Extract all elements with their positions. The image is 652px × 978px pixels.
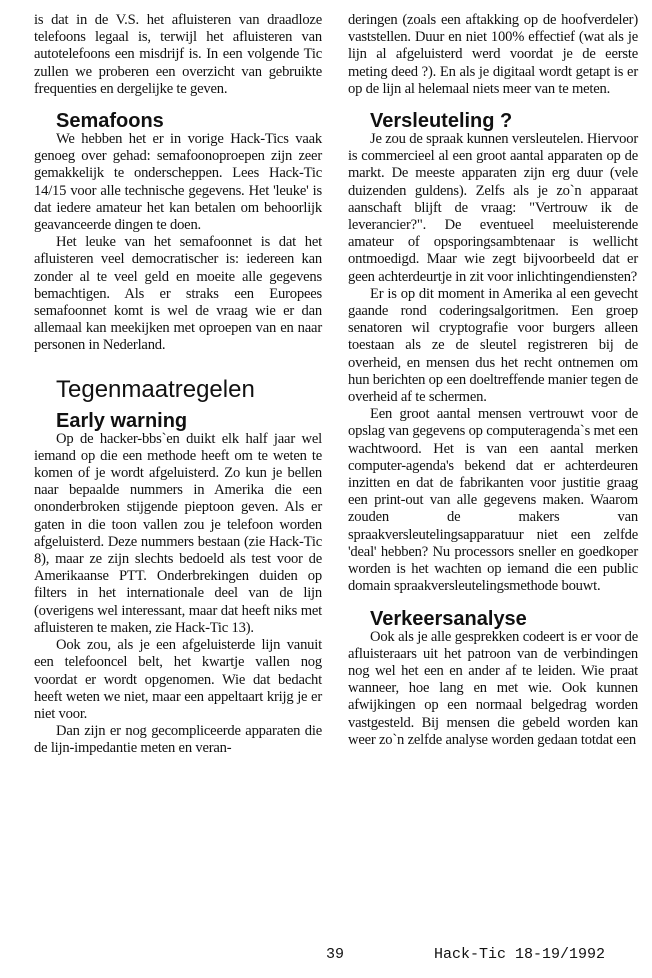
semafoons-paragraph-2: Het leuke van het semafoonnet is dat het afluisteren veel democratischer is: iedereen kan zonder al te veel geld en moeite alle gegevens bemachtigen. Als er straks een Europees semafoonnet komt is wel de vraag wie er dan allemaal kan meekijken met oproepen van en naar personen in Nederland. [34,234,322,354]
versleuteling-paragraph-3: Een groot aantal mensen vertrouwt voor de opslag van gegevens op computeragenda`s met een wachtwoord. Het is van een aantal merken computer-agenda's bekend dat er achterdeuren inzitten en dat de fabrikanten voor justitie graag een print-out van alle gegevens maken. Waarom zouden de makers van spraakversleutelingsapparatuur niet een zelfde 'deal' hebben? Nu processors sneller en goedkoper worden is het wachten op iemand die een public domain spraakversleutelingsmethode bouwt. [348,406,638,595]
continued-paragraph: deringen (zoals een aftakking op de hoofverdeler) vaststellen. Duur en niet 100% effectief (wat als je lijn al afgeluisterd werd voordat je de eerste meting deed ?). En als je digitaal wordt getapt is er op de lijn al helemaal niets meer van te meten. [348,12,638,97]
versleuteling-paragraph-2: Er is op dit moment in Amerika al een gevecht gaande rond coderingsalgoritmen. Een groep senatoren wil cryptografie voor burgers alleen toestaan als ze de sleutel registreren bij de overheid, en mensen dus het recht ontnemen om hun berichten op een doeltreffende manier tegen de overheid af te schermen. [348,285,638,406]
versleuteling-paragraph-1: Je zou de spraak kunnen versleutelen. Hiervoor is commercieel al een groot aantal apparaten op de markt. De meeste apparaten zijn erg duur (vele duizenden guldens). Zelfs als je zo`n apparaat aanschaft blijft de vraag: "Vertrouw ik de leverancier?". De eventueel meeluisterende amateur of opsporingsambtenaar is wellicht ontmoedigd. Maar wie zegt bijvoorbeeld dat er geen achterdeurtje in zit voor inlichtingendiensten? [348,131,638,285]
early-warning-paragraph-2: Ook zou, als je een afgeluisterde lijn vanuit een telefooncel belt, het kwartje vallen nog voordat er wordt opgenomen. Wie dat bedacht heeft weten we niet, maar een appeltaart krijg je er niet voor. [34,637,322,722]
semafoons-heading: Semafoons [56,110,164,133]
right-column [348,12,638,749]
page-number: 39 [326,946,345,963]
publication-footer: Hack-Tic 18-19/1992 [434,946,606,963]
early-warning-paragraph-1: Op de hacker-bbs`en duikt elk half jaar wel iemand op die een methode heeft om te weten te komen of je wordt afgeluisterd. Zo kun je bellen naar bepaalde nummers in Amerika die een ononderbroken stijgende pieptoon geven. Als er gaten in die toon vallen zou je telefoon worden afgeluisterd. Deze nummers bestaan (zie Hack-Tic 8), maar ze zijn slechts bedoeld als test voor de Amerikaanse PTT. Onderbrekingen duiden op filters in het internationale deel van de lijn (overigens wel interessant, maar dat heeft niks met afluisteren te maken, zie Hack-Tic 13). [34,430,322,636]
verkeersanalyse-paragraph-1: Ook als je alle gesprekken codeert is er voor de afluisteraars uit het patroon van de verbindingen nog wel het een en ander af te leiden. Wie praat wanneer, hoe lang en met wie. Ook kunnen afwijkingen op een normaal belgedrag worden vastgesteld. Bij mensen die gebeld worden kan weer zo`n zelfde analyse worden gedaan totdat een [348,628,638,748]
versleuteling-heading: Versleuteling ? [370,110,513,133]
semafoons-paragraph-1: We hebben het er in vorige Hack-Tics vaak genoeg over gehad: semafoonoproepen zijn zeer gemakkelijk te onderscheppen. Lees Hack-Tic 14/15 voor alle technische gegevens. Het 'leuke' is dat iedere amateur het kan betalen om behoorlijk geavanceerde dingen te doen. [34,131,322,234]
early-warning-heading: Early warning [56,409,188,432]
early-warning-paragraph-3: Dan zijn er nog gecompliceerde apparaten die de lijn-impedantie meten en veran- [34,723,322,757]
section-title-tegenmaatregelen: Tegenmaatregelen [56,375,255,403]
intro-paragraph: is dat in de V.S. het afluisteren van draadloze telefoons legaal is, terwijl het afluisteren van autotelefoons een misdrijf is. In een volgende Tic zullen we proberen een overzicht van gebruikte frequenties en dergelijke te geven. [34,12,322,97]
left-column [34,12,322,758]
verkeersanalyse-heading: Verkeersanalyse [370,607,527,630]
